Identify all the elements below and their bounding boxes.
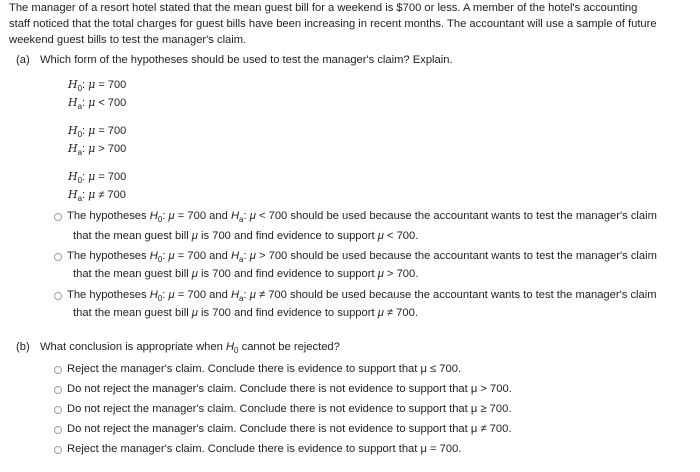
option-text: Do not reject the manager's claim. Conclude there is not evidence to support that μ ≠ 700. [67,423,512,435]
part-a-label: (a) [16,54,30,66]
hyp-set-2-ha: $H_a$: μ > 700 [68,142,127,157]
radio-button[interactable] [54,213,62,221]
option-text: Do not reject the manager's claim. Conclude there is not evidence to support that μ > 700. [67,383,512,395]
option-text-line-2: that the mean guest bill μ is 700 and find evidence to support μ > 700. [73,268,419,280]
hyp-set-3-h0: $H_0$: μ = 700 [68,170,127,185]
option-text: Do not reject the manager's claim. Conclude there is not evidence to support that μ ≥ 700. [67,403,512,415]
intro-line-2: staff noticed that the total charges for guest bills have been increasing in recent months. The accountant will use a sample of future [9,18,657,30]
hyp-set-3-ha: $H_a$: μ ≠ 700 [68,188,126,203]
hyp-set-1-h0: $H_0$: μ = 700 [68,78,127,93]
option-text-line-1: The hypotheses $H_0$: μ = 700 and $H_a$: μ > 700 should be used because the accountant wants to test the manager's claim [67,250,657,264]
hyp-set-2-h0: $H_0$: μ = 700 [68,124,127,139]
radio-button[interactable] [54,253,62,261]
radio-button[interactable] [54,406,62,414]
radio-button[interactable] [54,292,62,300]
part-b-question: What conclusion is appropriate when $H_0$ cannot be rejected? [40,341,340,355]
option-text-line-2: that the mean guest bill μ is 700 and find evidence to support μ < 700. [73,230,419,242]
option-text-line-1: The hypotheses $H_0$: μ = 700 and $H_a$: μ ≠ 700 should be used because the accountant wants to test the manager's claim [67,289,657,303]
intro-line-1: The manager of a resort hotel stated that the mean guest bill for a weekend is $700 or less. A member of the hotel's accounting [9,2,638,14]
option-text: Reject the manager's claim. Conclude there is evidence to support that μ ≤ 700. [67,363,462,375]
option-text-line-2: that the mean guest bill μ is 700 and find evidence to support μ ≠ 700. [73,307,418,319]
problem-intro [9,0,657,48]
hyp-set-1-ha: $H_a$: μ < 700 [68,96,127,111]
intro-line-3: weekend guest bills to test the manager's claim. [9,34,247,46]
option-text-line-1: The hypotheses $H_0$: μ = 700 and $H_a$: μ < 700 should be used because the accountant wants to test the manager's claim [67,210,657,224]
radio-button[interactable] [54,426,62,434]
option-text: Reject the manager's claim. Conclude there is evidence to support that μ = 700. [67,443,462,455]
part-b-label: (b) [16,341,30,353]
radio-button[interactable] [54,386,62,394]
radio-button[interactable] [54,366,62,374]
part-a-question: Which form of the hypotheses should be used to test the manager's claim? Explain. [40,54,453,66]
radio-button[interactable] [54,446,62,454]
